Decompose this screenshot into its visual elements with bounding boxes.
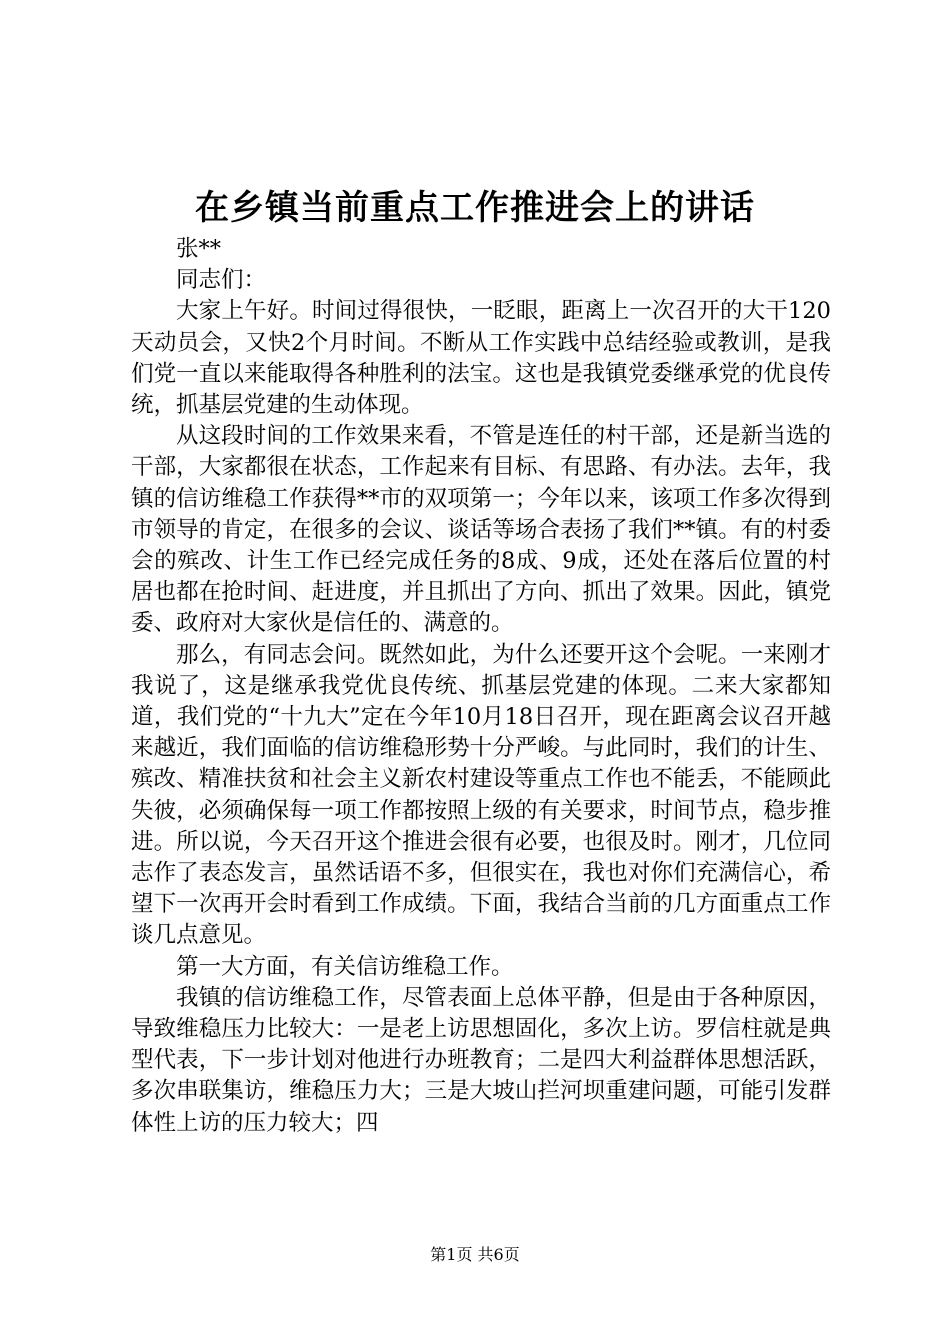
paragraph: 从这段时间的工作效果来看，不管是连任的村干部，还是新当选的干部，大家都很在状态，工作起来有目标、有思路、有办法。去年，我镇的信访维稳工作获得**市的双项第一；今年以来，该项工作多次得到市领导的肯定，在很多的会议、谈话等场合表扬了我们**镇。有的村委会的殡改、计生工作已经完成任务的8成、9成，还处在落后位置的村居也都在抢时间、赶进度，并且抓出了方向、抓出了效果。因此，镇党委、政府对大家伙是信任的、满意的。 xyxy=(131,423,831,637)
document-title: 在乡镇当前重点工作推进会上的讲话 xyxy=(195,188,755,228)
section-heading: 第一大方面，有关信访维稳工作。 xyxy=(176,953,514,980)
author-line: 张** xyxy=(176,236,222,262)
page-footer: 第1页 共6页 xyxy=(430,1245,520,1264)
paragraph: 那么，有同志会问。既然如此，为什么还要开这个会呢。一来刚才我说了，这是继承我党优良传统、抓基层党建的体现。二来大家都知道，我们党的“十九大”定在今年10月18日召开，现在距离会议召开越来越近，我们面临的信访维稳形势十分严峻。与此同时，我们的计生、殡改、精准扶贫和社会主义新农村建设等重点工作也不能丢，不能顾此失彼，必须确保每一项工作都按照上级的有关要求，时间节点，稳步推进。所以说，今天召开这个推进会很有必要，也很及时。刚才，几位同志作了表态发言，虽然话语不多，但很实在，我也对你们充满信心，希望下一次再开会时看到工作成绩。下面，我结合当前的几方面重点工作谈几点意见。 xyxy=(131,641,831,949)
paragraph: 大家上午好。时间过得很快，一眨眼，距离上一次召开的大干120天动员会，又快2个月时间。不断从工作实践中总结经验或教训，是我们党一直以来能取得各种胜利的法宝。这也是我镇党委继承党的优良传统，抓基层党建的生动体现。 xyxy=(131,298,831,419)
document-body xyxy=(131,234,831,1139)
salutation-line: 同志们： xyxy=(176,267,267,294)
paragraph: 我镇的信访维稳工作，尽管表面上总体平静，但是由于各种原因，导致维稳压力比较大：一是老上访思想固化，多次上访。罗信柱就是典型代表，下一步计划对他进行办班教育；二是四大利益群体思想活跃，多次串联集访，维稳压力大；三是大坡山拦河坝重建问题，可能引发群体性上访的压力较大；四 xyxy=(131,984,831,1136)
